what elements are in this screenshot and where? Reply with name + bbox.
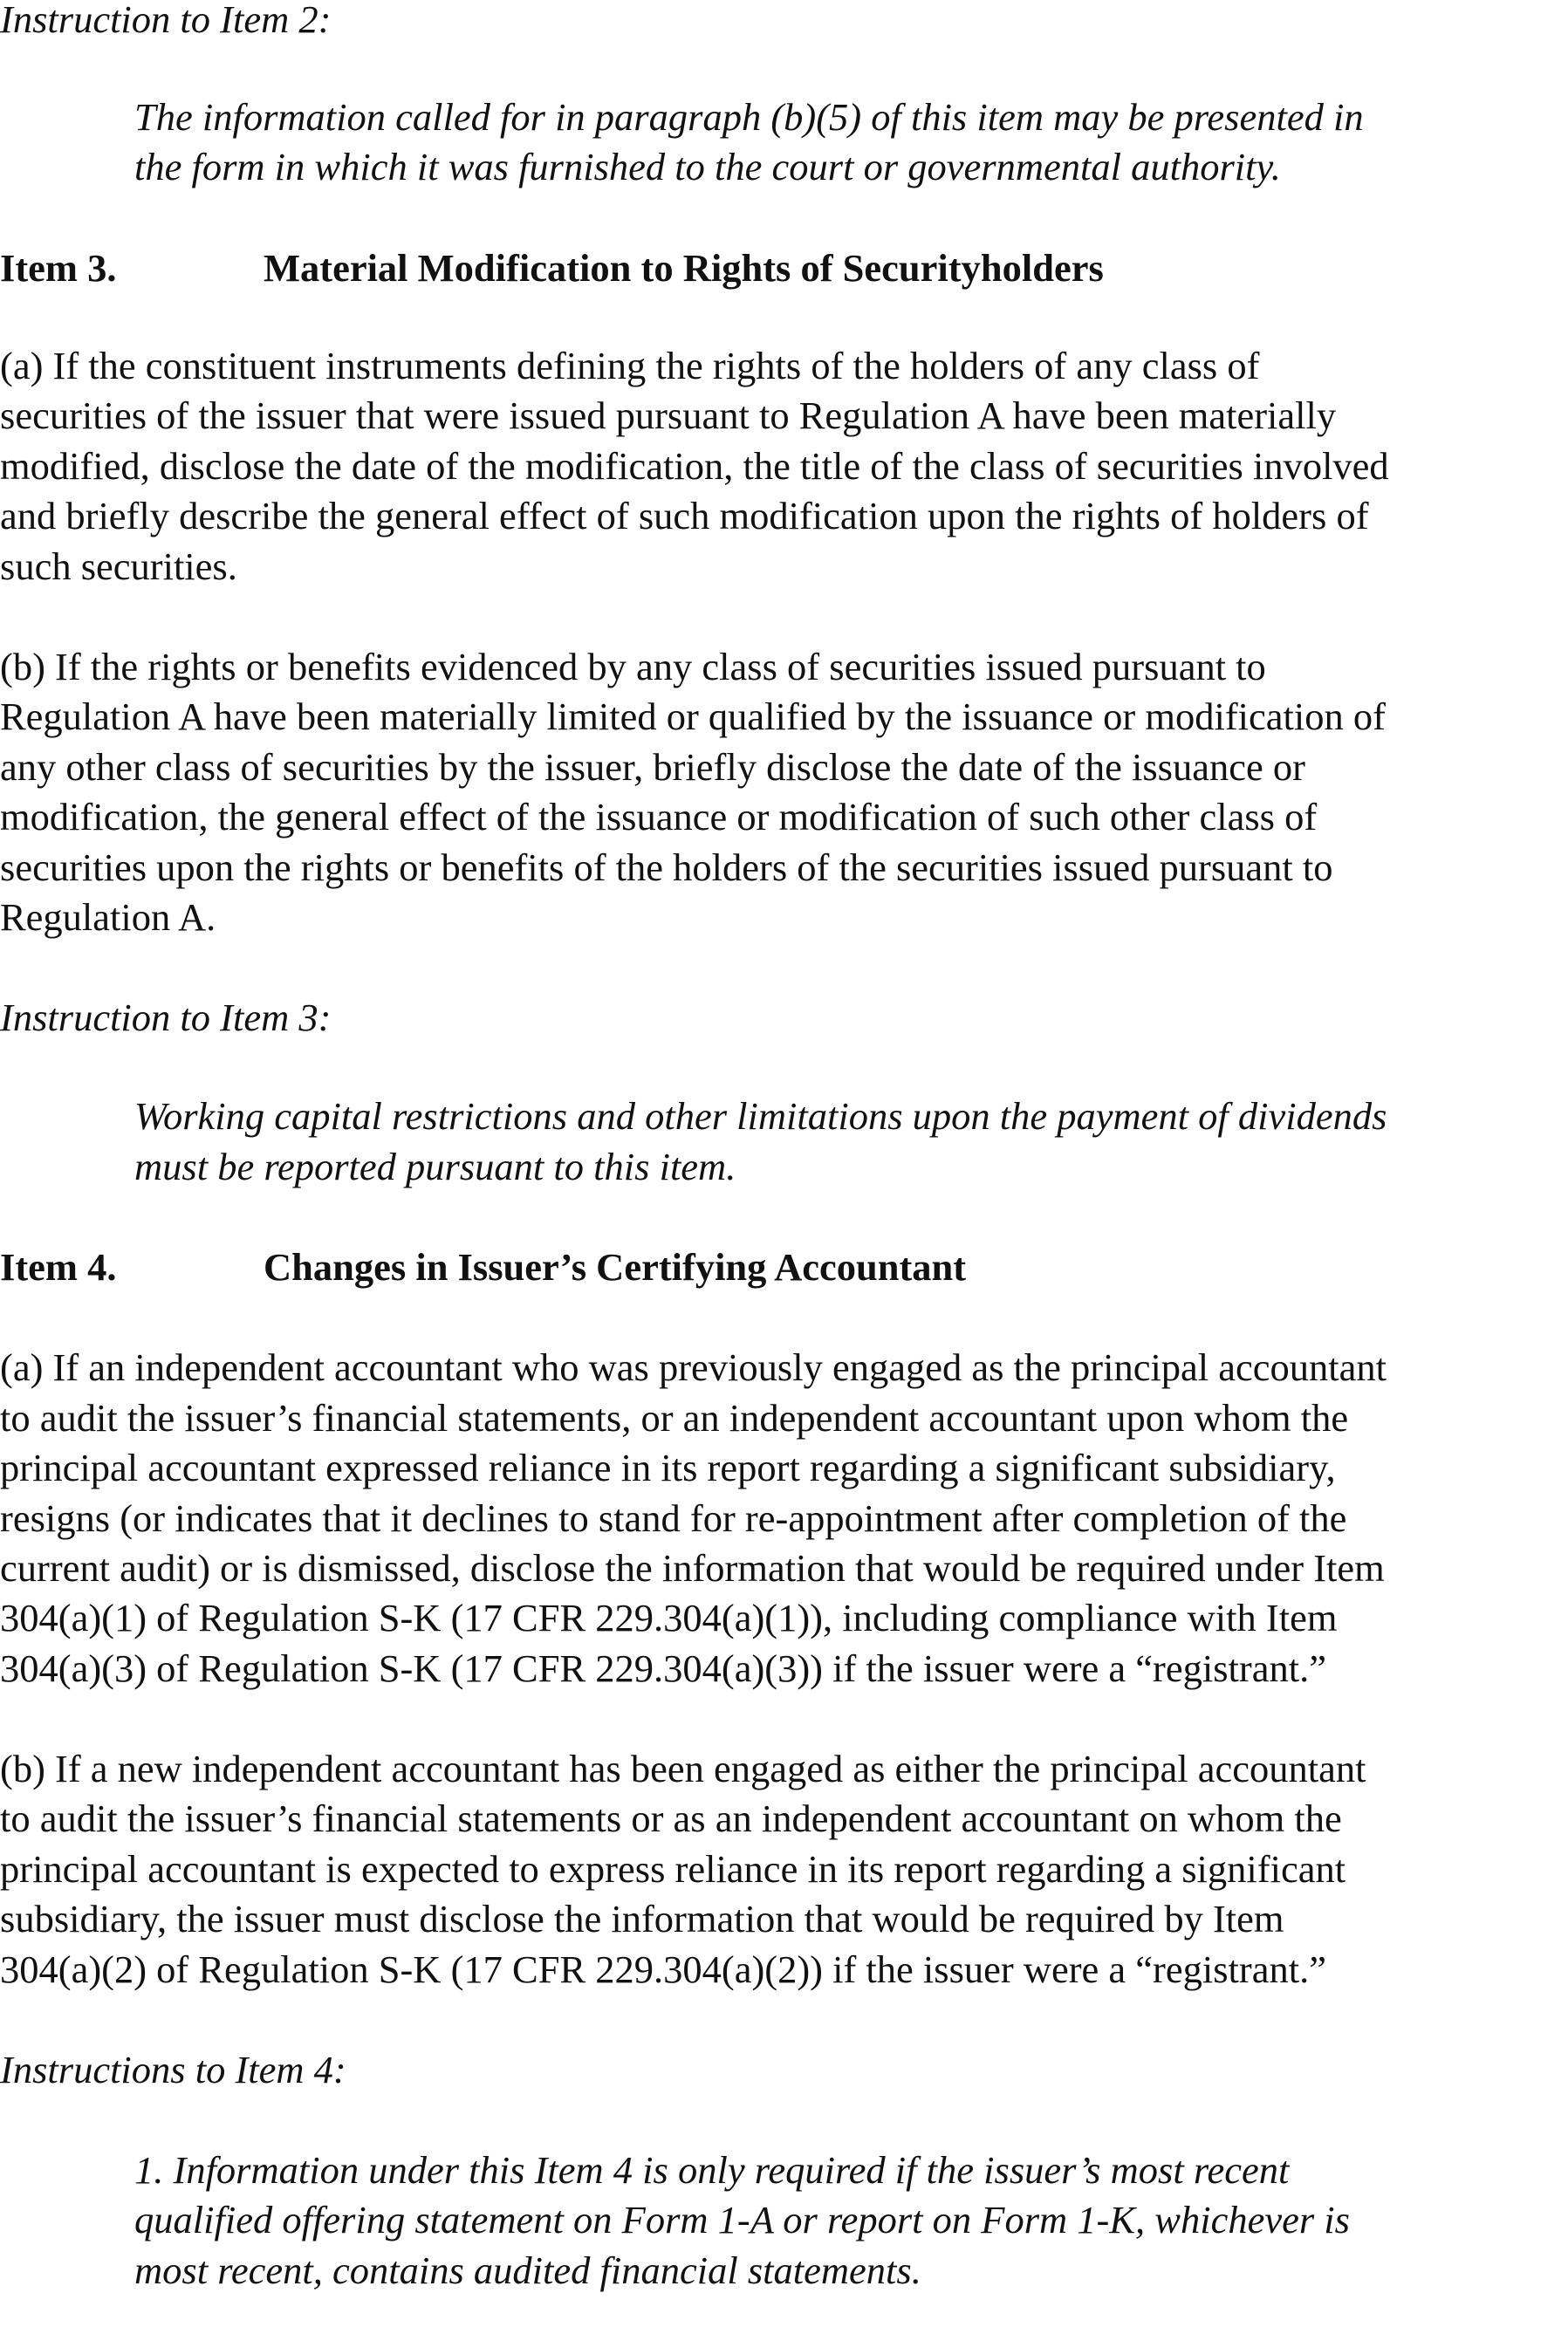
item4-para-b-line: to audit the issuer’s financial statements or as an independent accountant on whom the bbox=[0, 1797, 1342, 1840]
instructions-item4-line: 1. Information under this Item 4 is only required if the issuer’s most recent bbox=[134, 2148, 1290, 2192]
instruction-item2-line: the form in which it was furnished to the court or governmental authority. bbox=[134, 145, 1281, 188]
item3-para-a-line: modified, disclose the date of the modification, the title of the class of securities involved bbox=[0, 444, 1389, 488]
item3-para-a-line: securities of the issuer that were issued pursuant to Regulation A have been materially bbox=[0, 394, 1337, 437]
item3-heading bbox=[0, 246, 1104, 290]
item3-title: Material Modification to Rights of Securityholders bbox=[264, 246, 1104, 290]
instruction-item2-line: The information called for in paragraph (b)(5) of this item may be presented in bbox=[134, 95, 1364, 139]
item4-para-a-line: to audit the issuer’s financial statements, or an independent accountant upon whom the bbox=[0, 1396, 1349, 1440]
instruction-item3-label: Instruction to Item 3: bbox=[0, 996, 332, 1039]
item3-para-b-line: Regulation A have been materially limited or qualified by the issuance or modification of bbox=[0, 695, 1386, 738]
item4-para-b-line: (b) If a new independent accountant has been engaged as either the principal accountant bbox=[0, 1747, 1366, 1790]
item3-number: Item 3. bbox=[0, 246, 117, 290]
item4-para-b-line: principal accountant is expected to express reliance in its report regarding a significant bbox=[0, 1847, 1346, 1891]
item3-para-b-line: modification, the general effect of the issuance or modification of such other class of bbox=[0, 795, 1318, 838]
item4-para-a-line: principal accountant expressed reliance in its report regarding a significant subsidiary, bbox=[0, 1446, 1336, 1489]
instruction-item2-label: Instruction to Item 2: bbox=[0, 0, 332, 41]
item4-para-b-line: subsidiary, the issuer must disclose the information that would be required by Item bbox=[0, 1897, 1284, 1940]
item4-para-a-line: 304(a)(1) of Regulation S-K (17 CFR 229.304(a)(1)), including compliance with Item bbox=[0, 1596, 1338, 1639]
item4-heading bbox=[0, 1245, 967, 1289]
instruction-item3-line: Working capital restrictions and other limitations upon the payment of dividends bbox=[134, 1094, 1387, 1138]
item3-para-b-line: any other class of securities by the issuer, briefly disclose the date of the issuance or bbox=[0, 745, 1305, 789]
instruction-item3-line: must be reported pursuant to this item. bbox=[134, 1145, 736, 1188]
item3-para-b-line: Regulation A. bbox=[0, 895, 216, 939]
item3-para-a-line: (a) If the constituent instruments defining the rights of the holders of any class of bbox=[0, 344, 1260, 387]
item4-para-b-line: 304(a)(2) of Regulation S-K (17 CFR 229.304(a)(2)) if the issuer were a “registrant.” bbox=[0, 1947, 1326, 1991]
instructions-item4-line: qualified offering statement on Form 1-A or report on Form 1-K, whichever is bbox=[134, 2198, 1350, 2241]
item3-para-a-line: and briefly describe the general effect of such modification upon the rights of holders of bbox=[0, 494, 1369, 537]
item3-para-a-line: such securities. bbox=[0, 544, 237, 588]
item4-number: Item 4. bbox=[0, 1245, 117, 1289]
instructions-item4-label: Instructions to Item 4: bbox=[0, 2048, 346, 2091]
instructions-item4-line: most recent, contains audited financial statements. bbox=[134, 2248, 921, 2292]
item4-para-a-line: (a) If an independent accountant who was previously engaged as the principal accountant bbox=[0, 1345, 1387, 1389]
item3-para-b-line: (b) If the rights or benefits evidenced by any class of securities issued pursuant to bbox=[0, 645, 1266, 688]
item4-para-a-line: resigns (or indicates that it declines to stand for re-appointment after completion of the bbox=[0, 1496, 1347, 1540]
item4-title: Changes in Issuer’s Certifying Accountant bbox=[264, 1245, 967, 1289]
item4-para-a-line: 304(a)(3) of Regulation S-K (17 CFR 229.304(a)(3)) if the issuer were a “registrant.” bbox=[0, 1646, 1326, 1690]
item4-para-a-line: current audit) or is dismissed, disclose the information that would be required under Item bbox=[0, 1546, 1385, 1590]
item3-para-b-line: securities upon the rights or benefits of the holders of the securities issued pursuant to bbox=[0, 845, 1333, 889]
